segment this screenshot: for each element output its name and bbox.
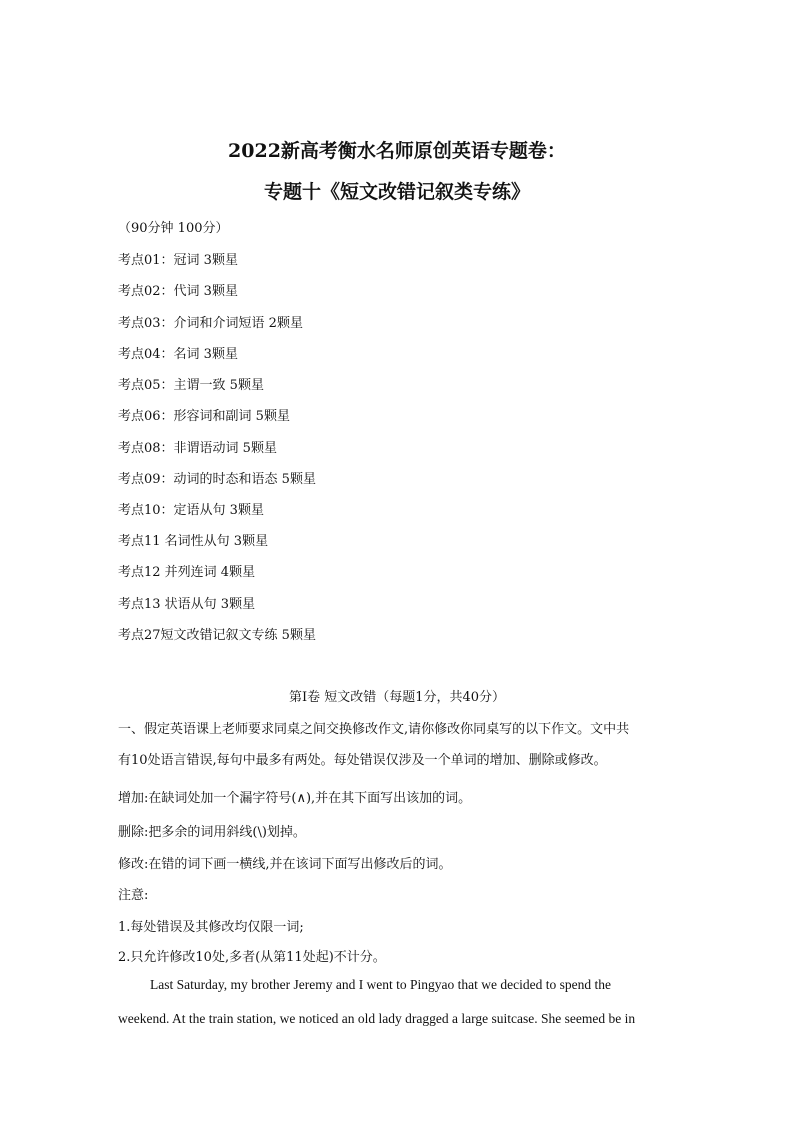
page-subtitle: 专题十《短文改错记叙类专练》: [263, 181, 530, 203]
topic-item: 考点08：非谓语动词 5颗星: [118, 441, 277, 456]
note-label: 注意:: [118, 888, 149, 903]
topic-item: 考点10：定语从句 3颗星: [118, 503, 264, 518]
delete-rule: 删除:把多余的词用斜线(\)划掉。: [118, 825, 306, 840]
topic-item: 考点03：介词和介词短语 2颗星: [118, 316, 303, 331]
topic-item: 考点12 并列连词 4颗星: [118, 565, 256, 580]
exam-info: （90分钟 100分）: [118, 221, 229, 236]
passage-line: weekend. At the train station, we noticed an old lady dragged a large suitcase. She seemed be in: [118, 1011, 636, 1026]
topic-item: 考点27短文改错记叙文专练 5颗星: [118, 628, 316, 643]
note-item: 1.每处错误及其修改均仅限一词;: [118, 920, 304, 935]
topic-item: 考点09：动词的时态和语态 5颗星: [118, 472, 316, 487]
topic-item: 考点06：形容词和副词 5颗星: [118, 409, 290, 424]
topic-item: 考点04：名词 3颗星: [118, 347, 238, 362]
passage-line: Last Saturday, my brother Jeremy and I went to Pingyao that we decided to spend the: [150, 977, 612, 992]
section-heading: 第I卷 短文改错（每题1分，共40分）: [288, 690, 506, 705]
topic-item: 考点11 名词性从句 3颗星: [118, 534, 269, 549]
topic-item: 考点01：冠词 3颗星: [118, 253, 238, 268]
instruction-line: 一、假定英语课上老师要求同桌之间交换修改作文,请你修改你同桌写的以下作文。文中共: [118, 722, 630, 737]
modify-rule: 修改:在错的词下画一横线,并在该词下面写出修改后的词。: [118, 857, 452, 872]
topic-item: 考点05：主谓一致 5颗星: [118, 378, 264, 393]
instruction-line: 有10处语言错误,每句中最多有两处。每处错误仅涉及一个单词的增加、删除或修改。: [118, 753, 607, 768]
topic-item: 考点02：代词 3颗星: [118, 284, 238, 299]
page-title: 2022新高考衡水名师原创英语专题卷：: [228, 140, 566, 162]
note-item: 2.只允许修改10处,多者(从第11处起)不计分。: [118, 950, 386, 965]
add-rule: 增加:在缺词处加一个漏字符号(∧),并在其下面写出该加的词。: [118, 791, 472, 806]
topic-item: 考点13 状语从句 3颗星: [118, 597, 256, 612]
